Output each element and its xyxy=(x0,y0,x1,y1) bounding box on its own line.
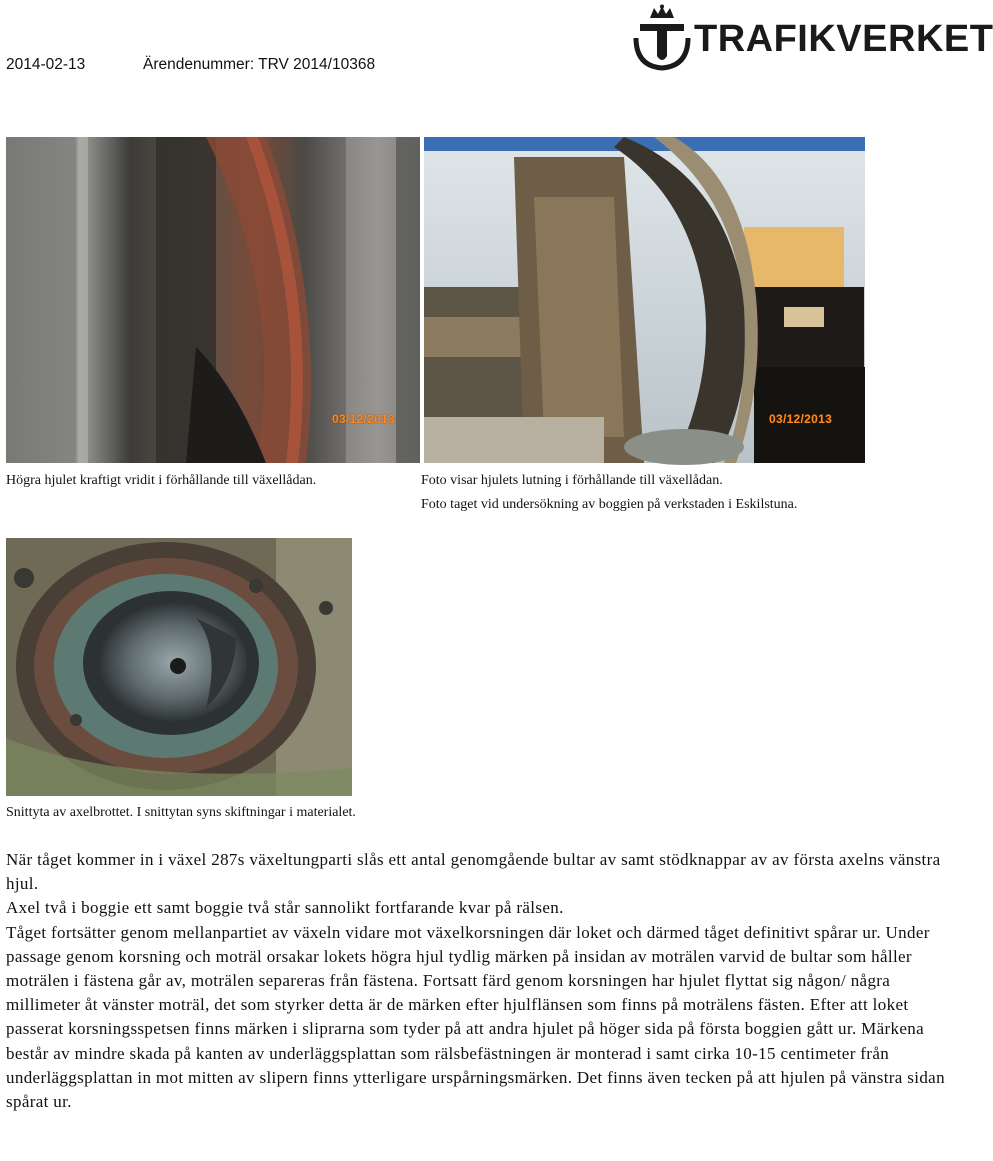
photo-axle-fracture xyxy=(6,538,352,796)
body-paragraph-1: När tåget kommer in i växel 287s växeltungparti slås ett antal genomgående bultar av samt stödknappar av av första axelns vänstra hjul. xyxy=(6,850,941,894)
photo2-date-stamp: 03/12/2013 xyxy=(769,412,833,426)
photo1-caption: Högra hjulet kraftigt vridit i förhållande till växellådan. xyxy=(6,473,317,488)
trafikverket-logo xyxy=(632,4,993,70)
photo1-date-stamp: 03/12/2013 xyxy=(332,412,396,426)
case-number: Ärendenummer: TRV 2014/10368 xyxy=(143,56,376,73)
logo-wordmark: TRAFIKVERKET xyxy=(694,18,993,60)
body-paragraph-3: Tåget fortsätter genom mellanpartiet av växeln vidare mot växelkorsningen där loket och därmed tåget definitivt spårar ur. Under passage genom korsning och moträl orsakar lokets högra hjul tydlig märken på insidan av moträlen varvid de bultar som håller moträlen i fästena går av, moträlen separeras från fästena. Fortsatt färd genom korsningen har hjulet flyttat sig någon/ några millimeter åt vänster moträl, det som styrker detta är de märken efter hjulflänsen som finns på moträlens fästen. Efter att loket passerat korsningsspetsen finns märken i sliprarna som tyder på att andra hjulet på höger sida på första boggien gått ur. Märkena består av mindre skada på kanten av underläggsplattan som rälsbefästningen är monterad i samt cirka 10-15 centimeter från underläggsplattan in mot mitten av slipern finns ytterligare urspårningsmärken. Det finns även tecken på att hjulen på vänstra sidan spårat ur. xyxy=(6,922,945,1112)
photo-twisted-wheel xyxy=(6,137,420,463)
body-paragraph-2: Axel två i boggie ett samt boggie två står sannolikt fortfarande kvar på rälsen. xyxy=(6,898,564,918)
crown-t-icon xyxy=(632,4,692,70)
photo-wheel-lean xyxy=(424,137,865,463)
document-date: 2014-02-13 xyxy=(6,56,86,73)
photo2-caption-line1: Foto visar hjulets lutning i förhållande till växellådan. xyxy=(421,473,723,488)
report-body xyxy=(6,848,946,1114)
photo3-caption: Snittyta av axelbrottet. I snittytan syns skiftningar i materialet. xyxy=(6,805,356,820)
photo2-caption-line2: Foto taget vid undersökning av boggien på verkstaden i Eskilstuna. xyxy=(421,497,798,512)
